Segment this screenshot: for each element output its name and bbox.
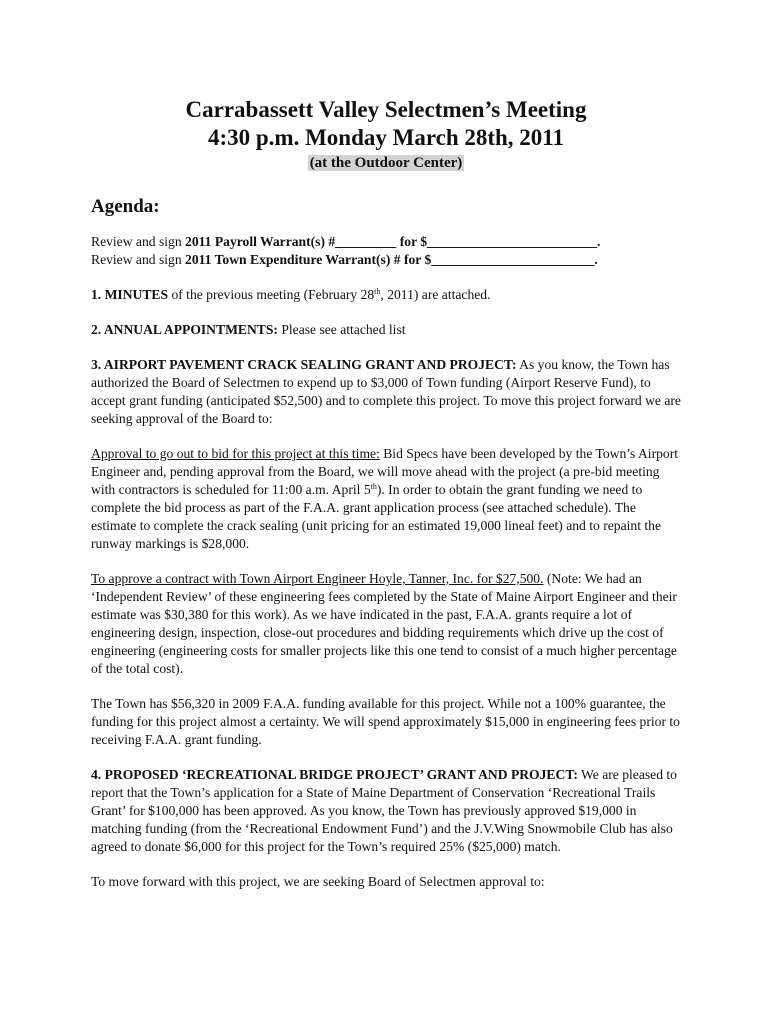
item-appointments-heading: 2. ANNUAL APPOINTMENTS: [91,322,278,337]
expenditure-warrant-end: . [594,252,598,267]
payroll-warrant-prefix: Review and sign [91,234,186,249]
airport-bid-text-b: ). In order to obtain the grant funding we need to complete the bid process as part of the F.A.A. grant application process (see attached schedule). The estimate to complete the crack sealing (unit pricing for an estimated 19,000 lineal feet) and to repaint the runway markings is $28,000. [91,482,661,551]
expenditure-warrant-text: 2011 Town Expenditure Warrant(s) # for $________________________ [185,252,595,267]
expenditure-warrant-line [91,251,681,269]
item-appointments [91,321,681,339]
document-page [91,96,681,891]
meeting-location [91,154,681,172]
item-bridge [91,766,681,856]
payroll-warrant-text: 2011 Payroll Warrant(s) #_________ for $_________________________ [185,234,597,249]
airport-bid-paragraph [91,445,681,553]
item-airport-heading: 3. AIRPORT PAVEMENT CRACK SEALING GRANT AND PROJECT: [91,357,517,372]
payroll-warrant-line [91,233,681,251]
item-minutes-text-a: of the previous meeting (February 28 [168,287,375,302]
item-minutes-sup: th [374,287,381,296]
agenda-heading: Agenda: [91,196,160,217]
item-airport-text: As you know, the Town has authorized the Board of Selectmen to expend up to $3,000 of Town funding (Airport Reserve Fund), to accept grant funding (anticipated $52,500) and to complete this project. To move this project forward we are seeking approval of the Board to: [91,357,681,426]
airport-bid-text-a: Bid Specs have been developed by the Town’s Airport Engineer and, pending approval from the Board, we will move ahead with the project (a pre-bid meeting with contractors is scheduled for 11:00 a.m. April 5 [91,446,679,497]
expenditure-warrant-prefix: Review and sign [91,252,186,267]
meeting-title: Carrabassett Valley Selectmen’s Meeting [185,97,587,122]
item-minutes-text-b: , 2011) are attached. [380,287,491,302]
airport-bid-heading: Approval to go out to bid for this project at this time: [91,446,380,461]
item-minutes [91,286,681,304]
airport-contract-text: (Note: We had an ‘Independent Review’ of these engineering fees completed by the State of Maine Airport Engineer and their estimate was $30,380 for this work). As we have indicated in the past, F.A.A. grants require a lot of engineering design, inspection, close-out procedures and bidding requirements which drive up the cost of engineering (engineering costs for smaller projects like this one tend to consist of a much higher percentage of the total cost). [91,571,677,676]
item-bridge-text: We are pleased to report that the Town’s application for a State of Maine Department of Conservation ‘Recreational Trails Grant’ for $100,000 has been approved. As you know, the Town has previously approved $19,000 in matching funding (from the ‘Recreational Endowment Fund’) and the J.V.Wing Snowmobile Club has also agreed to donate $6,000 for this project for the Town’s required 25% ($25,000) match. [91,767,677,854]
item-appointments-text: Please see attached list [277,322,406,337]
payroll-warrant-end: . [596,234,601,249]
airport-funding-paragraph: The Town has $56,320 in 2009 F.A.A. funding available for this project. While not a 100% guarantee, the funding for this project almost a certainty. We will spend approximately $15,000 in engineering fees prior to receiving F.A.A. grant funding. [91,696,680,747]
item-airport [91,356,681,428]
airport-bid-sup: th [370,482,377,491]
item-minutes-heading: 1. MINUTES [91,287,169,302]
bridge-forward-paragraph: To move forward with this project, we are seeking Board of Selectmen approval to: [91,874,545,889]
airport-contract-paragraph [91,570,681,678]
airport-contract-heading: To approve a contract with Town Airport Engineer Hoyle, Tanner, Inc. for $27,500. [91,571,544,586]
item-bridge-heading: 4. PROPOSED ‘RECREATIONAL BRIDGE PROJECT’ GRANT AND PROJECT: [91,767,578,782]
meeting-datetime: 4:30 p.m. Monday March 28th, 2011 [207,125,565,150]
location-highlight: (at the Outdoor Center) [309,155,463,171]
